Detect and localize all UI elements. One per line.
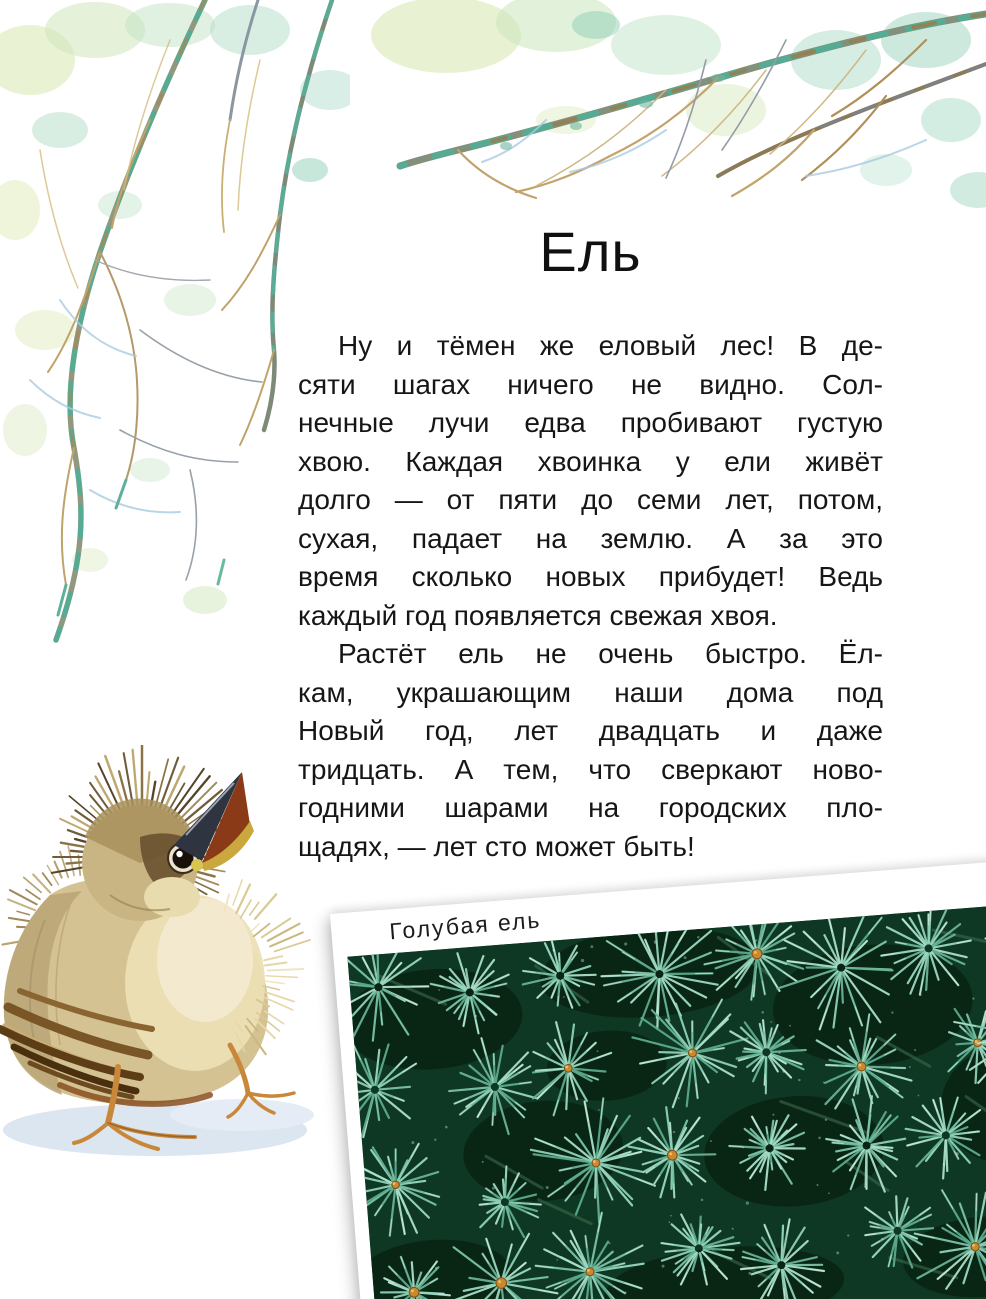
body-text-line: Новый год, лет двадцать и даже xyxy=(298,715,883,746)
photo-caption: Голубая ель xyxy=(388,906,543,945)
body-text-line: сухая, падает на землю. А за это xyxy=(298,522,883,554)
body-text-line: время сколько новых прибудет! Ведь xyxy=(298,561,883,592)
body-text-line: тридцать. А тем, что сверкают ново- xyxy=(298,753,883,785)
photo-card xyxy=(330,858,986,1299)
body-text-line: нечные лучи едва пробивают густую xyxy=(298,407,883,438)
body-text-line: кам, украшающим наши дома под xyxy=(298,676,883,708)
body-text-line: долго — от пяти до семи лет, потом, xyxy=(298,484,883,515)
body-text-line: хвою. Каждая хвоинка у ели живёт xyxy=(298,445,883,477)
body-text-line: сяти шагах ничего не видно. Сол- xyxy=(298,368,883,400)
fledgling-bird-illustration xyxy=(0,745,320,1175)
body-text-line: годними шарами на городских пло- xyxy=(298,792,883,823)
watercolor-branch-top-right xyxy=(366,0,986,240)
branches xyxy=(400,14,986,198)
body-text-line: каждый год появляется свежая хвоя. xyxy=(298,599,778,631)
body-text xyxy=(298,327,883,866)
branches xyxy=(30,0,332,640)
body-text-line: щадях, — лет сто может быть! xyxy=(298,830,695,862)
body-text-line: Ну и тёмен же еловый лес! В де- xyxy=(338,330,883,361)
page-title: Ель xyxy=(539,220,642,283)
blue-spruce-photo xyxy=(347,902,986,1299)
body-text-line: Растёт ель не очень быстро. Ёл- xyxy=(338,638,883,669)
blue-spruce-needles xyxy=(347,902,986,1299)
leaf-washes xyxy=(371,0,986,208)
